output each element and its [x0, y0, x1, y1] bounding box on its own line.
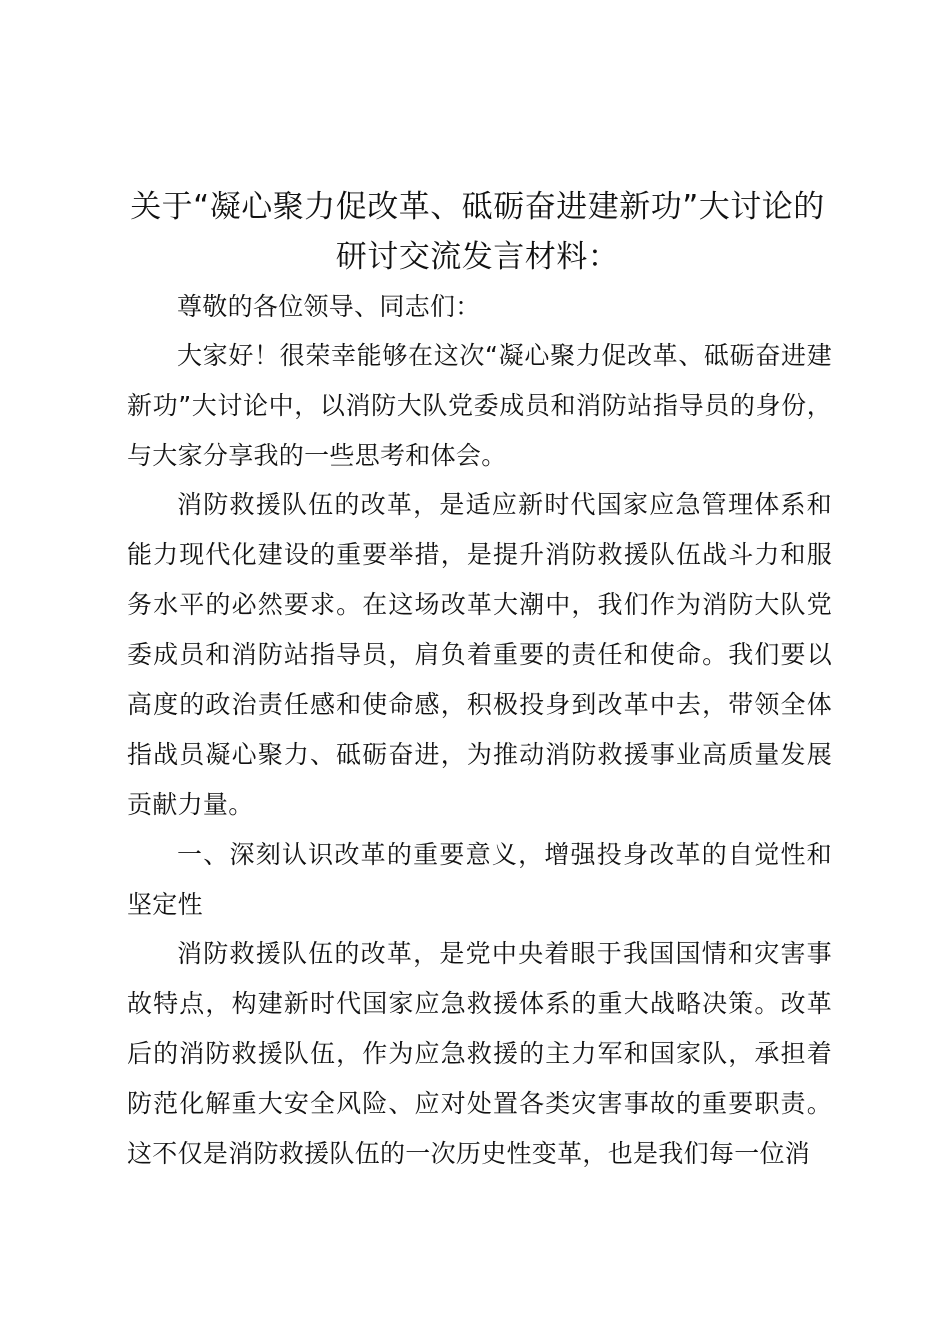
- greeting-line: 尊敬的各位领导、同志们：: [177, 292, 481, 321]
- document-title: 关于“凝心聚力促改革、砥砺奋进建新功”大讨论的研讨交流发言材料：: [130, 189, 825, 275]
- section-heading: 一、深刻认识改革的重要意义，增强投身改革的自觉性和坚定性: [127, 840, 832, 919]
- paragraph-intro: 大家好！很荣幸能够在这次“凝心聚力促改革、砥砺奋进建新功”大讨论中，以消防大队党委成员和消防站指导员的身份，与大家分享我的一些思考和体会。: [127, 341, 832, 470]
- paragraph-reform-context: 消防救援队伍的改革，是适应新时代国家应急管理体系和能力现代化建设的重要举措，是提升消防救援队伍战斗力和服务水平的必然要求。在这场改革大潮中，我们作为消防大队党委成员和消防站指导员，肩负着重要的责任和使命。我们要以高度的政治责任感和使命感，积极投身到改革中去，带领全体指战员凝心聚力、砥砺奋进，为推动消防救援事业高质量发展贡献力量。: [127, 490, 832, 819]
- section-paragraph: 消防救援队伍的改革，是党中央着眼于我国国情和灾害事故特点，构建新时代国家应急救援体系的重大战略决策。改革后的消防救援队伍，作为应急救援的主力军和国家队，承担着防范化解重大安全风险、应对处置各类灾害事故的重要职责。这不仅是消防救援队伍的一次历史性变革，也是我们每一位消: [127, 939, 832, 1168]
